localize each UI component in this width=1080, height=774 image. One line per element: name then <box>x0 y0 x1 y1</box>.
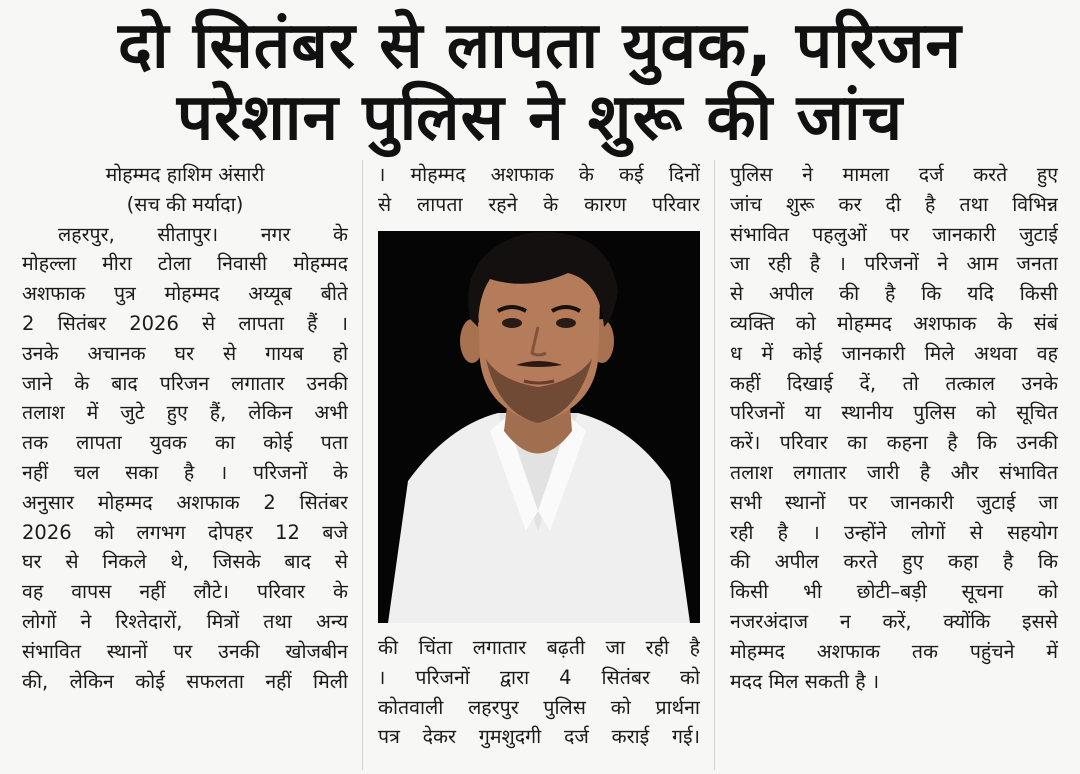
paragraph-line: नहीं चल सका है । परिजनों के <box>22 460 348 484</box>
paragraph-line: करें। परिवार का कहना है कि उनकी <box>730 431 1058 455</box>
paragraph-line: लोगों ने रिश्तेदारों, मित्रों तथा अन्य <box>22 609 348 633</box>
paragraph-line: की, लेकिन कोई सफलता नहीं मिली <box>22 669 348 693</box>
paragraph-line: वह वापस नहीं लौटे। परिवार के <box>22 580 348 604</box>
article-column-middle-top <box>378 160 700 220</box>
paragraph-line: घर से निकले थे, जिसके बाद से <box>22 550 348 574</box>
paragraph-line: पुलिस ने मामला दर्ज करते हुए <box>730 163 1058 186</box>
paragraph-line: तक लापता युवक का कोई पता <box>22 431 348 455</box>
column-divider <box>714 160 715 770</box>
paragraph-line: संभावित स्थानों पर उनकी खोजबीन <box>22 639 348 663</box>
paragraph-line: परिजनों या स्थानीय पुलिस को सूचित <box>730 401 1058 425</box>
paragraph-line: पत्र देकर गुमशुदगी दर्ज कराई गई। <box>378 725 700 749</box>
paragraph-line: व्यक्ति को मोहम्मद अशफाक के संबं <box>730 311 1058 335</box>
paragraph-line: जाने के बाद परिजन लगातार उनकी <box>22 371 348 395</box>
paragraph-line: सभी स्थानों पर जानकारी जुटाई जा <box>730 490 1058 514</box>
paragraph-line: से अपील की है कि यदि किसी <box>730 282 1058 306</box>
article-column-left <box>22 160 348 696</box>
headline-line-1: दो सितंबर से लापता युवक, परिजन <box>118 9 962 83</box>
paragraph-line: कहीं दिखाई दें, तो तत्काल उनके <box>730 371 1058 395</box>
missing-person-photo <box>378 231 700 623</box>
paragraph-line: तलाश लगातार जारी है और संभावित <box>730 460 1058 484</box>
paragraph-line: से लापता रहने के कारण परिवार <box>378 192 700 216</box>
paragraph-line: जांच शुरू कर दी है तथा विभिन्न <box>730 192 1058 216</box>
byline-author: मोहम्मद हाशिम अंसारी <box>105 163 265 186</box>
paragraph-line: मोहल्ला मीरा टोला निवासी मोहम्मद <box>22 252 348 276</box>
article-column-right <box>730 160 1058 696</box>
paragraph-line: किसी भी छोटी–बड़ी सूचना को <box>730 580 1058 604</box>
byline-publication: (सच की मर्यादा) <box>126 192 244 216</box>
paragraph-line: संभावित पहलुओं पर जानकारी जुटाई <box>730 222 1058 246</box>
article-column-middle-bottom <box>378 633 700 752</box>
paragraph-line: ध में कोई जानकारी मिले अथवा वह <box>730 341 1058 365</box>
paragraph-line: मोहम्मद अशफाक तक पहुंचने में <box>730 639 1058 663</box>
paragraph-line: नजरअंदाज न करें, क्योंकि इससे <box>730 609 1058 633</box>
column-divider <box>362 160 363 770</box>
paragraph-line: 2 सितंबर 2026 से लापता हैं । <box>22 311 348 335</box>
paragraph-line: लहरपुर, सीतापुर। नगर के <box>58 222 348 246</box>
portrait-illustration <box>378 231 700 623</box>
paragraph-line: 2026 को लगभग दोपहर 12 बजे <box>22 520 348 544</box>
paragraph-line: अनुसार मोहम्मद अशफाक 2 सितंबर <box>22 490 348 514</box>
paragraph-line: की अपील करते हुए कहा है कि <box>730 550 1058 574</box>
paragraph-line: की चिंता लगातार बढ़ती जा रही है <box>378 636 700 659</box>
paragraph-line: अशफाक पुत्र मोहम्मद अय्यूब बीते <box>22 282 348 306</box>
paragraph-line: तलाश में जुटे हुए हैं, लेकिन अभी <box>22 401 348 425</box>
paragraph-line: मदद मिल सकती है । <box>730 669 880 693</box>
paragraph-line: कोतवाली लहरपुर पुलिस को प्रार्थना <box>378 695 700 719</box>
paragraph-line: उनके अचानक घर से गायब हो <box>22 341 348 365</box>
headline-line-2: परेशान पुलिस ने शुरू की जांच <box>176 81 904 155</box>
paragraph-line: । मोहम्मद अशफाक के कई दिनों <box>378 163 700 186</box>
paragraph-line: जा रही है । परिजनों ने आम जनता <box>730 252 1058 276</box>
paragraph-line: रही है । उन्होंने लोगों से सहयोग <box>730 520 1058 544</box>
paragraph-line: । परिजनों द्वारा 4 सितंबर को <box>378 665 700 689</box>
